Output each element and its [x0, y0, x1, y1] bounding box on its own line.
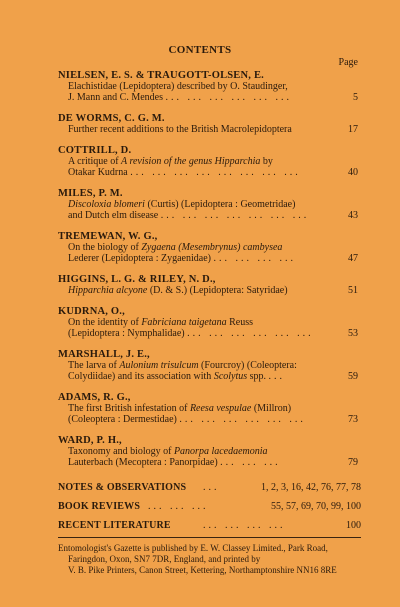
section-notes — [58, 482, 361, 493]
entry-page: 59 — [348, 371, 358, 382]
entry-author: ADAMS, R. G., — [58, 392, 131, 403]
entry-author: TREMEWAN, W. G., — [58, 231, 158, 242]
entry-title: Hipparchia alcyone (D. & S.) (Lepidoptera: Satyridae) — [68, 285, 288, 296]
entry-page: 51 — [348, 285, 358, 296]
contents-entry — [58, 392, 358, 425]
section-heading: NOTES & OBSERVATIONS — [58, 482, 187, 493]
section-pages: 55, 57, 69, 70, 99, 100 — [271, 501, 361, 512]
page-column-label: Page — [338, 57, 358, 68]
entry-page: 73 — [348, 414, 358, 425]
entry-author: NIELSEN, E. S. & TRAUGOTT-OLSEN, E. — [58, 70, 264, 81]
section-pages: 100 — [346, 520, 361, 531]
contents-entry — [58, 349, 358, 382]
entry-author: WARD, P. H., — [58, 435, 122, 446]
entry-author: KUDRNA, O., — [58, 306, 125, 317]
entry-title: Further recent additions to the British Macrolepidoptera — [68, 124, 292, 135]
entry-title: Elachistidae (Lepidoptera) described by O. Staudinger, J. Mann and C. Mendes ... ... ... ... ... ... — [68, 81, 292, 103]
section-heading: RECENT LITERATURE — [58, 520, 171, 531]
section-dots: ... ... ... — [148, 501, 209, 512]
contents-entry — [58, 113, 358, 135]
page-title: CONTENTS — [168, 44, 232, 56]
entry-title: Taxonomy and biology of Panorpa lacedaemonia Lauterbach (Mecoptera : Panorpidae) ... ... ... — [68, 446, 281, 468]
entry-page: 17 — [348, 124, 358, 135]
entry-title: On the biology of Zygaena (Mesembrynus) cambysea Lederer (Lepidoptera : Zygaenidae) ... ... ... ... — [68, 242, 296, 264]
section-dots: ... — [203, 482, 220, 493]
contents-entry — [58, 231, 358, 264]
entry-author: DE WORMS, C. G. M. — [58, 113, 165, 124]
entry-title: On the identity of Fabriciana taigetana Reuss (Lepidoptera : Nymphalidae) ... ... ... ... ... ... — [68, 317, 314, 339]
entry-author: MARSHALL, J. E., — [58, 349, 150, 360]
entry-title: The first British infestation of Reesa vespulae (Millron) (Coleoptera : Dermestidae) ... ... ... ... ... ... — [68, 403, 306, 425]
entry-author: COTTRILL, D. — [58, 145, 132, 156]
contents-entry — [58, 435, 358, 468]
section-recent-literature — [58, 520, 361, 531]
entry-title: Discoloxia blomeri (Curtis) (Lepidoptera : Geometridae) and Dutch elm disease ... ... ... ... ... ... ... — [68, 199, 310, 221]
contents-entry — [58, 188, 358, 221]
section-heading: BOOK REVIEWS — [58, 501, 141, 512]
entry-page: 79 — [348, 457, 358, 468]
contents-entry — [58, 70, 358, 103]
entry-page: 43 — [348, 210, 358, 221]
section-book-reviews — [58, 501, 361, 512]
entry-author: MILES, P. M. — [58, 188, 123, 199]
divider — [58, 537, 361, 538]
section-pages: 1, 2, 3, 16, 42, 76, 77, 78 — [261, 482, 361, 493]
entry-page: 5 — [353, 92, 358, 103]
entry-page: 53 — [348, 328, 358, 339]
entry-title: A critique of A revision of the genus Hipparchia by Otakar Kudrna ... ... ... ... ... ... ... ... — [68, 156, 301, 178]
contents-entry — [58, 306, 358, 339]
publisher-note: Entomologist's Gazette is published by E. W. Classey Limited., Park Road, Faringdon, Oxon, SN7 7DR, England, and printed by V. B. Pike Printers, Canon Street, Kettering, Northamptonshire NN16 8RE — [58, 543, 337, 575]
entry-author: HIGGINS, L. G. & RILEY, N. D., — [58, 274, 216, 285]
contents-entry — [58, 145, 358, 178]
entry-page: 47 — [348, 253, 358, 264]
section-dots: ... ... ... ... — [203, 520, 286, 531]
entry-title: The larva of Aulonium trisulcum (Fourcroy) (Coleoptera: Colydiidae) and its association with Scolytus spp. ... — [68, 360, 297, 382]
contents-entry — [58, 274, 358, 296]
entry-page: 40 — [348, 167, 358, 178]
